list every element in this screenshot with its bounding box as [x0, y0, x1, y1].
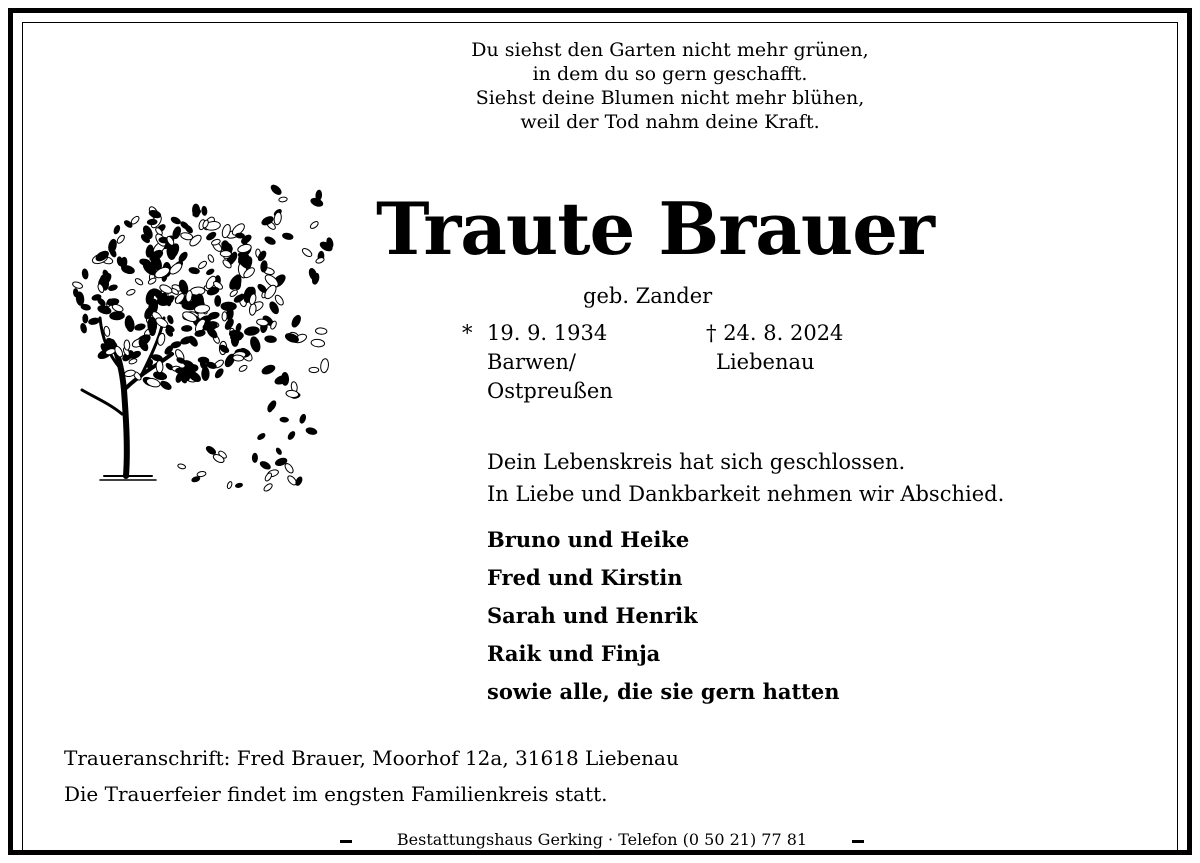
mourner-entry: Bruno und Heike [487, 527, 690, 552]
mourners-list [487, 521, 840, 711]
bottom-info [64, 740, 679, 812]
farewell-line: In Liebe und Dankbarkeit nehmen wir Abschied. [487, 482, 1005, 506]
death-date: 24. 8. 2024 [723, 321, 844, 345]
mourner-entry: Raik und Finja [487, 641, 661, 666]
ceremony-note: Die Trauerfeier findet im engsten Familienkreis statt. [64, 782, 608, 806]
funeral-home-contact: Bestattungshaus Gerking · Telefon (0 50 21) 77 81 [396, 830, 808, 849]
birth-place-line2: Ostpreußen [487, 379, 613, 403]
death-symbol: † [706, 321, 717, 345]
poem [340, 38, 1000, 134]
farewell-line: Dein Lebenskreis hat sich geschlossen. [487, 450, 906, 474]
birth-date: 19. 9. 1934 [487, 321, 608, 345]
deceased-name: Traute Brauer [376, 186, 934, 271]
poem-line: Du siehst den Garten nicht mehr grünen, [471, 39, 869, 61]
mourner-entry: Sarah und Henrik [487, 603, 698, 628]
windblown-tree-icon [60, 178, 350, 500]
poem-line: weil der Tod nahm deine Kraft. [520, 111, 820, 133]
mourner-entry: sowie alle, die sie gern hatten [487, 679, 840, 704]
mourning-address: Traueranschrift: Fred Brauer, Moorhof 12a, 31618 Liebenau [64, 746, 679, 770]
footer [340, 827, 864, 853]
maiden-name: geb. Zander [583, 284, 713, 308]
mourner-entry: Fred und Kirstin [487, 565, 683, 590]
poem-line: in dem du so gern geschafft. [532, 63, 808, 85]
poem-line: Siehst deine Blumen nicht mehr blühen, [475, 87, 865, 109]
death-info [706, 319, 843, 377]
birth-info [462, 319, 613, 406]
footer-rule-right [852, 840, 864, 843]
footer-rule-left [340, 840, 352, 843]
death-place: Liebenau [716, 350, 815, 374]
farewell-text [487, 446, 1004, 510]
birth-symbol: * [462, 321, 473, 345]
birth-place-line1: Barwen/ [487, 350, 576, 374]
